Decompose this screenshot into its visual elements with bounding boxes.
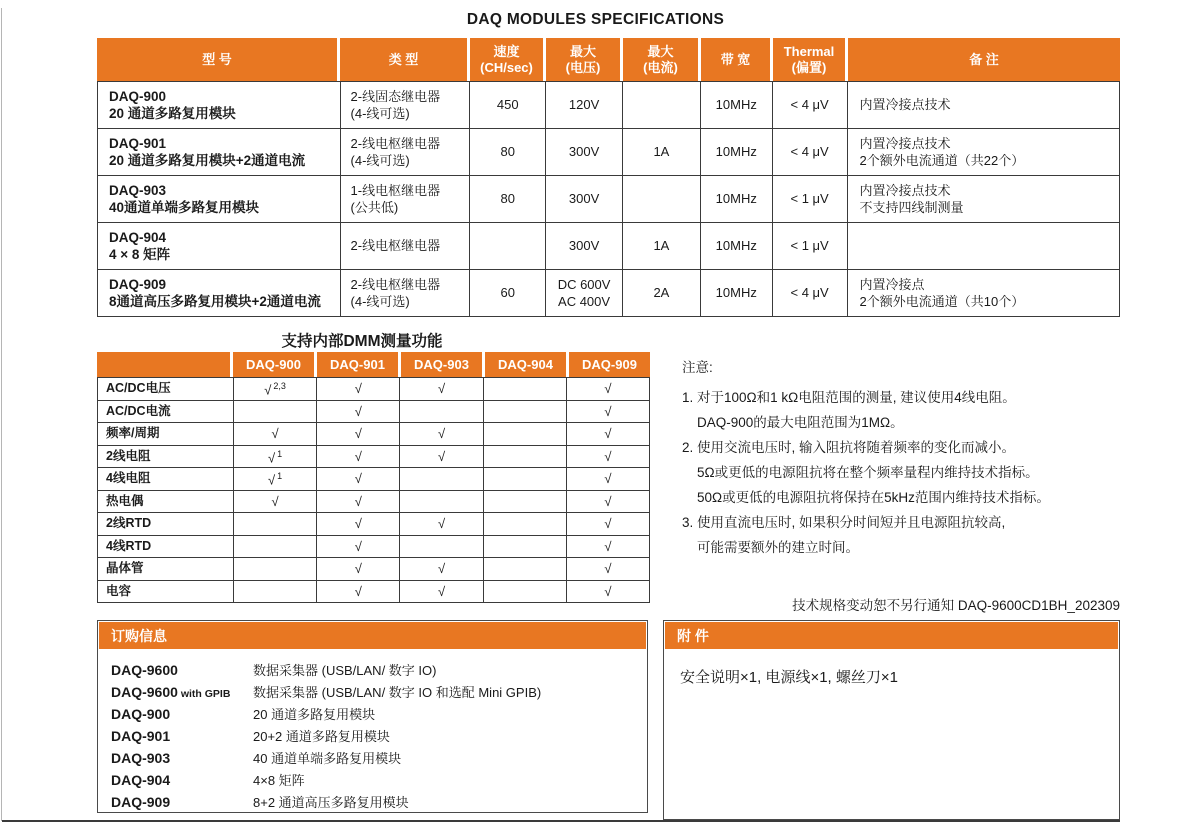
table-row bbox=[98, 513, 649, 536]
table-row bbox=[98, 270, 1119, 316]
table-row bbox=[98, 401, 649, 424]
check-cell: √ bbox=[317, 401, 400, 423]
table-row bbox=[98, 129, 1119, 176]
dmm-row-label: 热电偶 bbox=[98, 491, 234, 513]
cell-thermal: < 4 μV bbox=[773, 82, 848, 128]
accessories-content: 安全说明×1, 电源线×1, 螺丝刀×1 bbox=[680, 669, 898, 686]
cell-thermal: < 4 μV bbox=[773, 270, 848, 316]
check-cell bbox=[400, 491, 483, 513]
dmm-row-label: 晶体管 bbox=[98, 558, 234, 580]
cell-speed: 80 bbox=[470, 129, 546, 175]
cell-max-current: 2A bbox=[623, 270, 701, 316]
check-cell bbox=[484, 446, 567, 468]
cell-remarks: 内置冷接点技术 bbox=[859, 97, 951, 113]
list-item bbox=[111, 726, 647, 748]
cell-max-voltage: DC 600V AC 400V bbox=[546, 270, 623, 316]
check-cell bbox=[400, 536, 483, 558]
check-cell: √ bbox=[604, 471, 612, 486]
table-row bbox=[98, 82, 1119, 129]
check-cell bbox=[484, 536, 567, 558]
check-cell: √ bbox=[400, 423, 483, 445]
check-cell: √ bbox=[604, 561, 612, 576]
check-cell: √ bbox=[317, 446, 400, 468]
cell-bandwidth: 10MHz bbox=[701, 176, 773, 222]
check-cell: √ bbox=[400, 513, 483, 535]
col-header-type: 类 型 bbox=[340, 38, 470, 81]
check-cell bbox=[484, 558, 567, 580]
order-desc: 20 通道多路复用模块 bbox=[253, 707, 376, 722]
check-cell bbox=[234, 401, 317, 423]
check-cell: √ bbox=[400, 558, 483, 580]
cell-model: DAQ-900 20 通道多路复用模块 bbox=[98, 82, 341, 128]
order-model: DAQ-909 bbox=[111, 794, 171, 810]
order-model: DAQ-900 bbox=[111, 706, 171, 722]
dmm-table-body bbox=[97, 377, 650, 603]
cell-speed: 450 bbox=[470, 82, 546, 128]
check-cell bbox=[484, 423, 567, 445]
col-header-model: 型 号 bbox=[97, 38, 340, 81]
note-line: 可能需要额外的建立时间。 bbox=[697, 540, 859, 555]
order-desc: 数据采集器 (USB/LAN/ 数字 IO 和选配 Mini GPIB) bbox=[253, 685, 542, 700]
list-item bbox=[111, 792, 647, 814]
cell-type: 2-线固态继电器 (4-线可选) bbox=[341, 82, 471, 128]
cell-speed: 60 bbox=[470, 270, 546, 316]
cell-max-voltage: 300V bbox=[546, 129, 623, 175]
note-line: 50Ω或更低的电源阻抗将保持在5kHz范围内维持技术指标。 bbox=[697, 490, 1050, 505]
cell-max-current bbox=[623, 176, 701, 222]
table-row bbox=[98, 378, 649, 401]
list-item bbox=[111, 682, 647, 704]
cell-speed bbox=[470, 223, 546, 269]
page-bottom-edge-line bbox=[2, 820, 1120, 822]
order-desc: 8+2 通道高压多路复用模块 bbox=[253, 795, 409, 810]
check-cell bbox=[234, 513, 317, 535]
table-row bbox=[98, 223, 1119, 270]
cell-bandwidth: 10MHz bbox=[701, 129, 773, 175]
page-left-edge-line bbox=[1, 8, 2, 821]
order-model: DAQ-901 bbox=[111, 728, 171, 744]
dmm-header-daq904: DAQ-904 bbox=[485, 352, 569, 377]
spec-table-header bbox=[97, 38, 1120, 81]
note-line: 1. 对于100Ω和1 kΩ电阻范围的测量, 建议使用4线电阻。 bbox=[682, 390, 1016, 405]
dmm-row-label: 4线电阻 bbox=[98, 468, 234, 490]
check-cell: √ bbox=[234, 423, 317, 445]
cell-max-current bbox=[623, 82, 701, 128]
dmm-row-label: 4线RTD bbox=[98, 536, 234, 558]
cell-type: 2-线电枢继电器 (4-线可选) bbox=[341, 129, 471, 175]
check-cell: √ bbox=[317, 423, 400, 445]
check-cell bbox=[484, 581, 567, 603]
cell-max-voltage: 300V bbox=[546, 223, 623, 269]
cell-thermal: < 1 μV bbox=[773, 176, 848, 222]
cell-max-voltage: 120V bbox=[546, 82, 623, 128]
note-line: DAQ-900的最大电阻范围为1MΩ。 bbox=[697, 415, 904, 430]
cell-bandwidth: 10MHz bbox=[701, 270, 773, 316]
check-cell bbox=[484, 378, 567, 400]
col-header-max-current: 最大 (电流) bbox=[623, 38, 701, 81]
accessories-box bbox=[663, 620, 1120, 820]
ordering-info-title: 订购信息 bbox=[99, 622, 646, 649]
page-title: DAQ MODULES SPECIFICATIONS bbox=[466, 11, 725, 28]
table-row bbox=[98, 558, 649, 581]
check-cell: √ bbox=[400, 446, 483, 468]
table-row bbox=[98, 491, 649, 514]
check-cell: √ bbox=[400, 581, 483, 603]
check-cell: √ bbox=[317, 468, 400, 490]
check-cell: √ bbox=[604, 381, 612, 396]
check-cell: √ bbox=[604, 426, 612, 441]
check-cell: √ bbox=[317, 536, 400, 558]
cell-max-current: 1A bbox=[623, 129, 701, 175]
table-row bbox=[98, 581, 649, 603]
ordering-list bbox=[98, 649, 647, 814]
cell-model: DAQ-904 4 × 8 矩阵 bbox=[98, 223, 341, 269]
check-cell: √ bbox=[317, 558, 400, 580]
order-model: DAQ-9600 bbox=[111, 662, 178, 678]
dmm-header-daq903: DAQ-903 bbox=[401, 352, 485, 377]
cell-thermal: < 1 μV bbox=[773, 223, 848, 269]
dmm-table-title: 支持内部DMM测量功能 bbox=[281, 333, 443, 350]
spec-table bbox=[97, 38, 1120, 317]
table-row bbox=[98, 536, 649, 559]
dmm-row-label: AC/DC电流 bbox=[98, 401, 234, 423]
table-row bbox=[98, 446, 649, 469]
dmm-row-label: AC/DC电压 bbox=[98, 378, 234, 400]
check-cell: √ bbox=[317, 581, 400, 603]
list-item bbox=[111, 660, 647, 682]
check-cell: √ bbox=[317, 378, 400, 400]
cell-thermal: < 4 μV bbox=[773, 129, 848, 175]
list-item bbox=[111, 770, 647, 792]
check-cell: √ bbox=[400, 378, 483, 400]
check-cell bbox=[484, 401, 567, 423]
notes-block bbox=[682, 355, 1132, 560]
cell-type: 2-线电枢继电器 (4-线可选) bbox=[341, 270, 471, 316]
notes-heading: 注意: bbox=[682, 360, 713, 375]
table-row bbox=[98, 423, 649, 446]
cell-remarks: 内置冷接点技术 2个额外电流通道（共22个） bbox=[859, 135, 1025, 168]
check-cell: √ $^{2,3}$ bbox=[234, 378, 317, 400]
cell-bandwidth: 10MHz bbox=[701, 82, 773, 128]
cell-speed: 80 bbox=[470, 176, 546, 222]
check-cell: √ bbox=[234, 491, 317, 513]
cell-model: DAQ-903 40通道单端多路复用模块 bbox=[98, 176, 341, 222]
accessories-title: 附 件 bbox=[665, 622, 1118, 649]
dmm-header-blank bbox=[97, 352, 233, 377]
order-model: DAQ-903 bbox=[111, 750, 171, 766]
order-desc: 4×8 矩阵 bbox=[253, 773, 305, 788]
check-cell: √ bbox=[604, 583, 612, 599]
col-header-remarks: 备 注 bbox=[848, 38, 1120, 81]
check-cell: √ $^1$ bbox=[234, 468, 317, 490]
dmm-row-label: 2线RTD bbox=[98, 513, 234, 535]
dmm-row-label: 频率/周期 bbox=[98, 423, 234, 445]
check-cell: √ $^1$ bbox=[234, 446, 317, 468]
dmm-row-label: 2线电阻 bbox=[98, 446, 234, 468]
table-row bbox=[98, 468, 649, 491]
spec-table-body bbox=[97, 81, 1120, 317]
dmm-row-label: 电容 bbox=[98, 581, 234, 603]
cell-model: DAQ-909 8通道高压多路复用模块+2通道电流 bbox=[98, 270, 341, 316]
dmm-header-daq909: DAQ-909 bbox=[569, 352, 650, 377]
cell-remarks: 内置冷接点技术 不支持四线制测量 bbox=[859, 182, 964, 215]
check-cell bbox=[400, 468, 483, 490]
order-desc: 20+2 通道多路复用模块 bbox=[253, 729, 390, 744]
cell-type: 1-线电枢继电器 (公共低) bbox=[341, 176, 471, 222]
cell-max-current: 1A bbox=[623, 223, 701, 269]
order-model: DAQ-9600 with GPIB bbox=[111, 684, 231, 700]
check-cell: √ bbox=[317, 491, 400, 513]
cell-remarks bbox=[848, 223, 1119, 269]
check-cell bbox=[484, 513, 567, 535]
dmm-table-header bbox=[97, 352, 650, 377]
check-cell: √ bbox=[604, 516, 612, 531]
check-cell bbox=[484, 491, 567, 513]
cell-type: 2-线电枢继电器 bbox=[341, 223, 471, 269]
cell-model: DAQ-901 20 通道多路复用模块+2通道电流 bbox=[98, 129, 341, 175]
col-header-bandwidth: 带 宽 bbox=[701, 38, 773, 81]
check-cell bbox=[234, 558, 317, 580]
check-cell bbox=[234, 581, 317, 603]
col-header-speed: 速度 (CH/sec) bbox=[470, 38, 546, 81]
list-item bbox=[111, 748, 647, 770]
dmm-table bbox=[97, 352, 650, 603]
check-cell: √ bbox=[604, 403, 612, 419]
check-cell bbox=[400, 401, 483, 423]
check-cell: √ bbox=[604, 493, 612, 509]
note-line: 5Ω或更低的电源阻抗将在整个频率量程内维持技术指标。 bbox=[697, 465, 1039, 480]
order-desc: 40 通道单端多路复用模块 bbox=[253, 751, 402, 766]
check-cell: √ bbox=[604, 538, 612, 554]
revision-footnote: 技术规格变动恕不另行通知 DAQ-9600CD1BH_202309 bbox=[792, 598, 1120, 613]
ordering-info-box bbox=[97, 620, 648, 813]
check-cell bbox=[484, 468, 567, 490]
note-line: 3. 使用直流电压时, 如果积分时间短并且电源阻抗较高, bbox=[682, 515, 1006, 530]
cell-remarks: 内置冷接点 2个额外电流通道（共10个） bbox=[859, 276, 1025, 309]
dmm-header-daq900: DAQ-900 bbox=[233, 352, 317, 377]
col-header-max-voltage: 最大 (电压) bbox=[546, 38, 623, 81]
check-cell bbox=[234, 536, 317, 558]
order-model: DAQ-904 bbox=[111, 772, 171, 788]
order-desc: 数据采集器 (USB/LAN/ 数字 IO) bbox=[253, 663, 437, 678]
col-header-thermal: Thermal (偏置) bbox=[773, 38, 848, 81]
check-cell: √ bbox=[317, 513, 400, 535]
table-row bbox=[98, 176, 1119, 223]
list-item bbox=[111, 704, 647, 726]
note-line: 2. 使用交流电压时, 输入阻抗将随着频率的变化而减小。 bbox=[682, 440, 1016, 455]
check-cell: √ bbox=[604, 448, 612, 464]
dmm-header-daq901: DAQ-901 bbox=[317, 352, 401, 377]
cell-max-voltage: 300V bbox=[546, 176, 623, 222]
cell-bandwidth: 10MHz bbox=[701, 223, 773, 269]
